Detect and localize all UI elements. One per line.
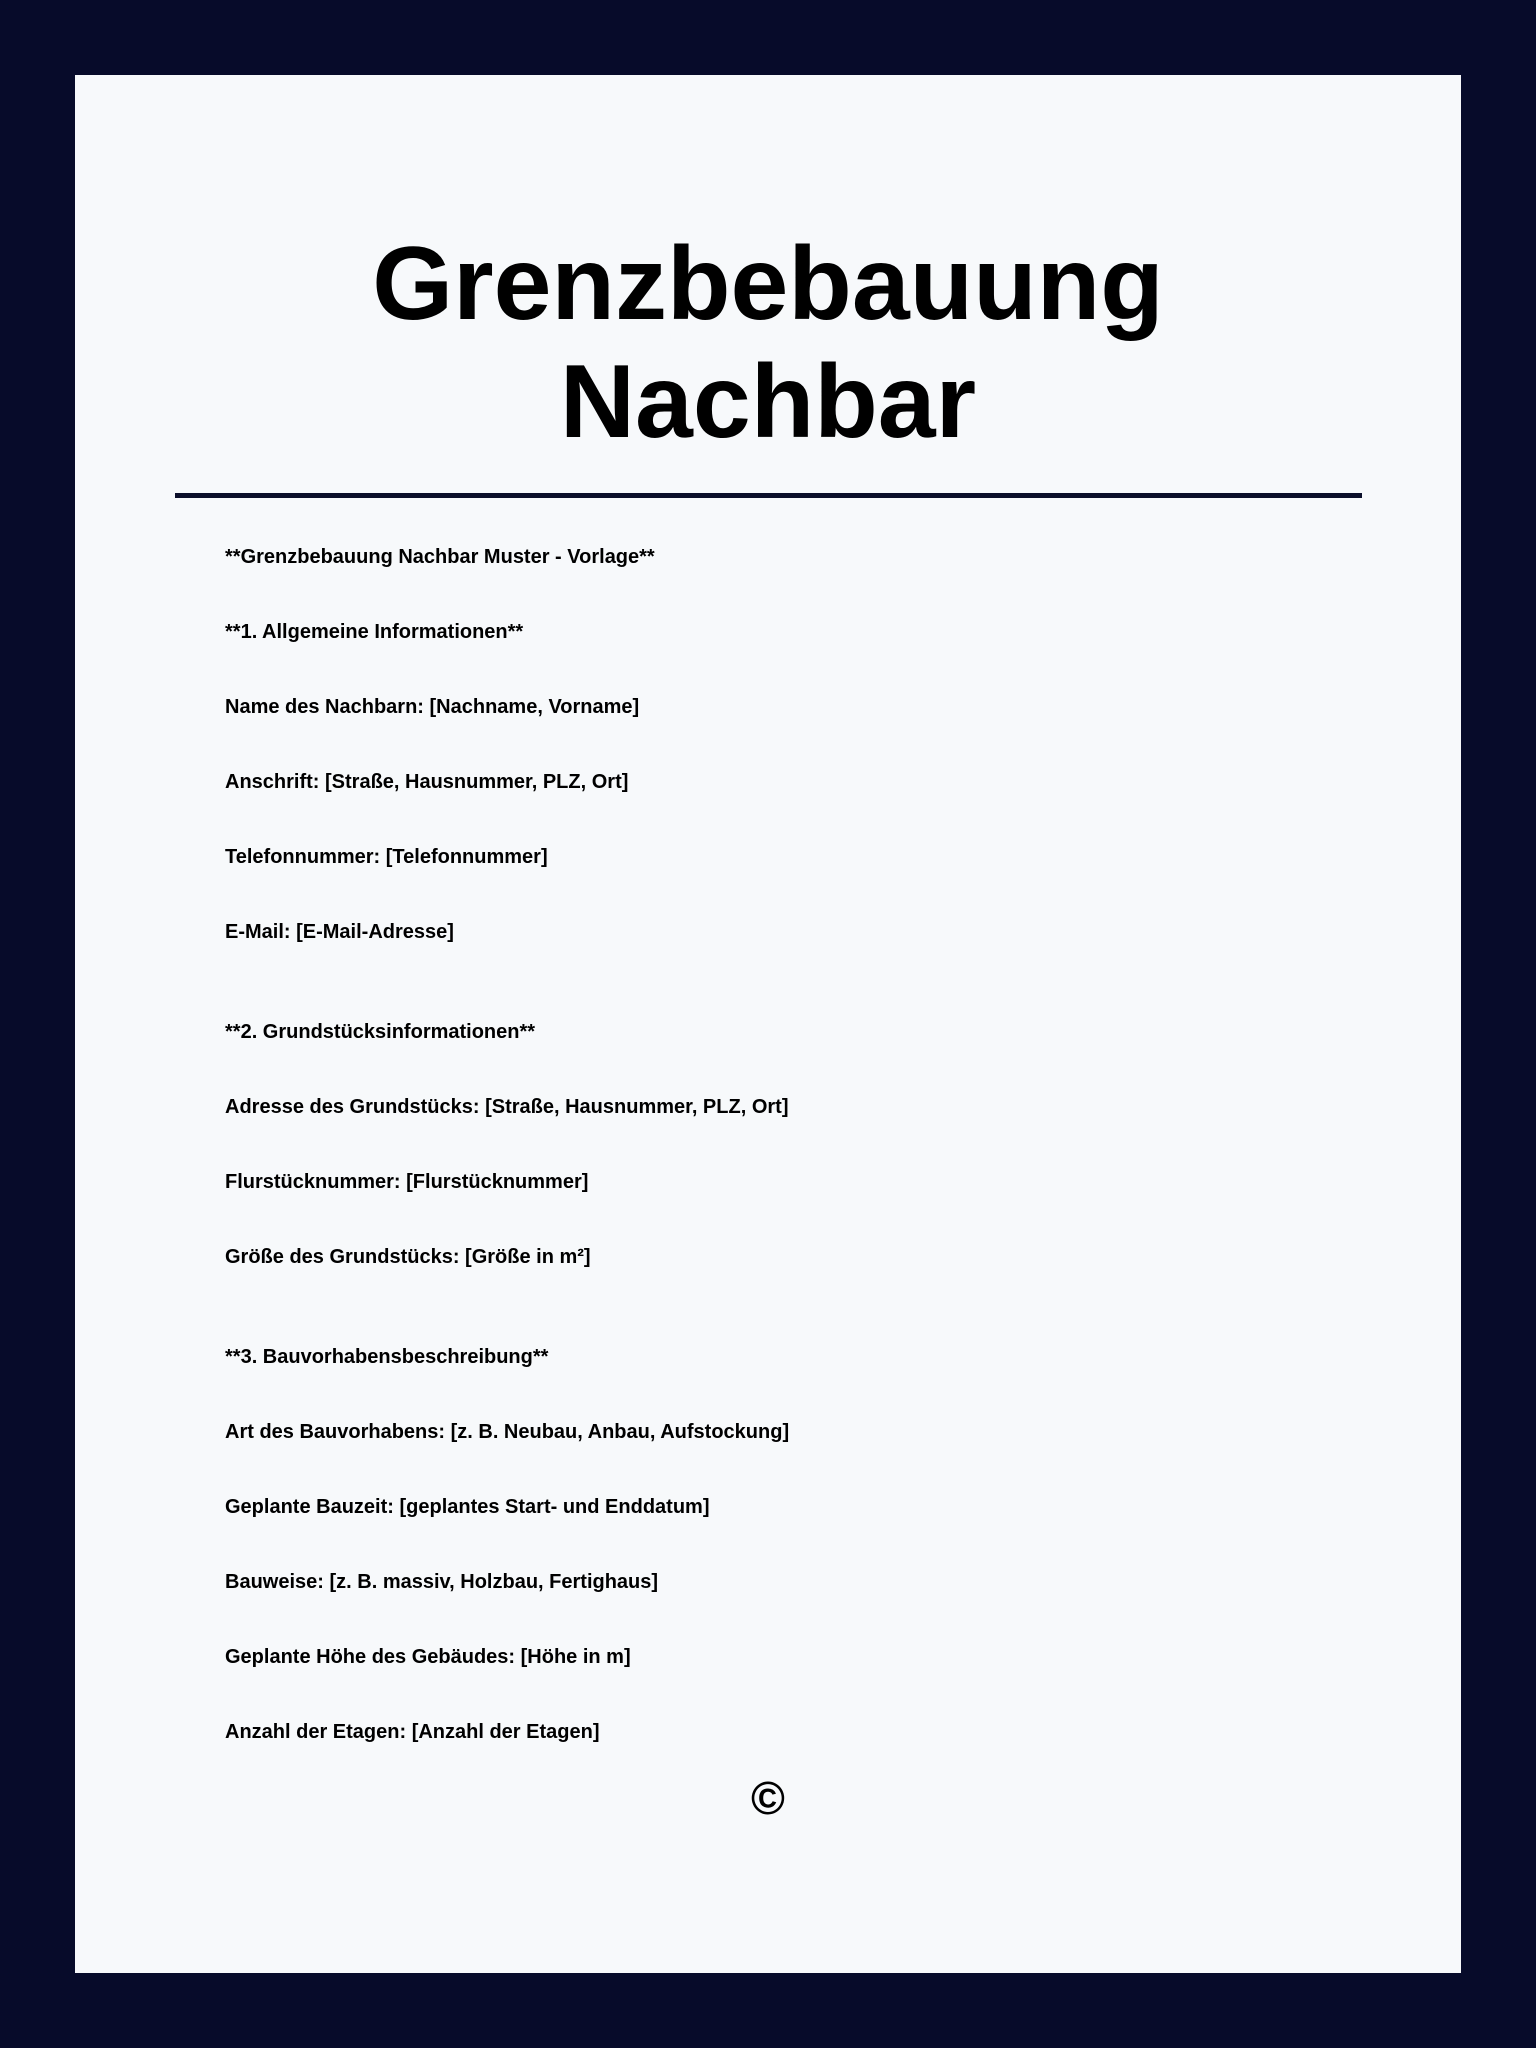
section-heading-property-info: **2. Grundstücksinformationen** (225, 1021, 536, 1043)
copyright-icon: © (751, 1772, 785, 1824)
field-address: Anschrift: [Straße, Hausnummer, PLZ, Ort] (225, 771, 629, 793)
field-building-height: Geplante Höhe des Gebäudes: [Höhe in m] (225, 1646, 631, 1668)
document-page (75, 75, 1461, 1973)
template-heading: **Grenzbebauung Nachbar Muster - Vorlage** (225, 546, 655, 568)
title-line-1: Grenzbebauung (372, 226, 1164, 342)
field-construction-type: Art des Bauvorhabens: [z. B. Neubau, Anbau, Aufstockung] (225, 1421, 790, 1443)
field-property-address: Adresse des Grundstücks: [Straße, Hausnummer, PLZ, Ort] (225, 1096, 789, 1118)
section-heading-construction: **3. Bauvorhabensbeschreibung** (225, 1346, 549, 1368)
title-divider (175, 493, 1362, 498)
field-phone: Telefonnummer: [Telefonnummer] (225, 846, 548, 868)
field-property-size: Größe des Grundstücks: [Größe in m²] (225, 1246, 591, 1268)
field-construction-period: Geplante Bauzeit: [geplantes Start- und Enddatum] (225, 1496, 710, 1518)
field-parcel-number: Flurstücknummer: [Flurstücknummer] (225, 1171, 589, 1193)
field-building-method: Bauweise: [z. B. massiv, Holzbau, Fertighaus] (225, 1571, 659, 1593)
section-heading-general-info: **1. Allgemeine Informationen** (225, 621, 524, 643)
document-title (75, 225, 1461, 461)
field-email: E-Mail: [E-Mail-Adresse] (225, 921, 454, 943)
field-floor-count: Anzahl der Etagen: [Anzahl der Etagen] (225, 1721, 600, 1743)
title-line-2: Nachbar (559, 344, 977, 460)
field-neighbor-name: Name des Nachbarn: [Nachname, Vorname] (225, 696, 640, 718)
